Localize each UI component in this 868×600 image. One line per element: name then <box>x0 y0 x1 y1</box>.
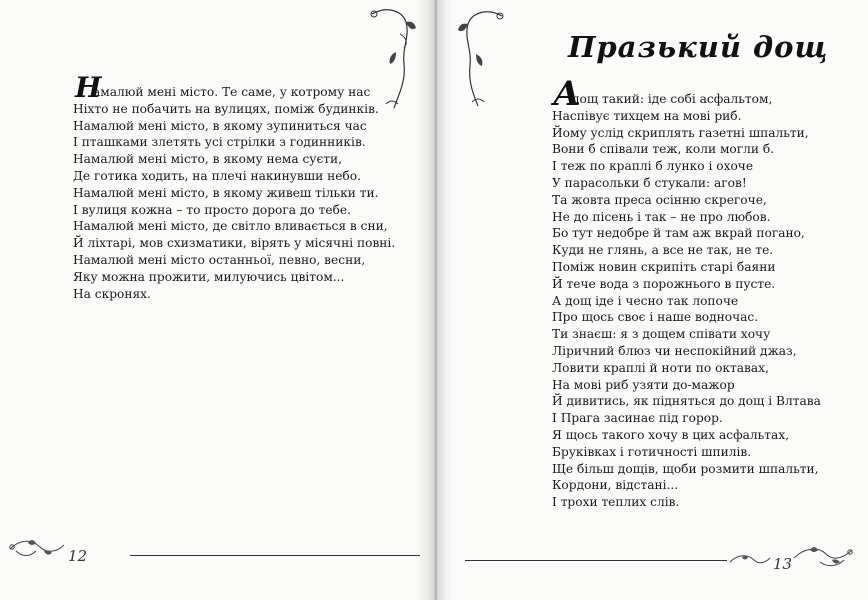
poem-line: Й тече вода з порожнього в пусте. <box>552 276 776 291</box>
poem-line: У парасольки б стукали: агов! <box>552 175 747 190</box>
poem-line: Про щось своє і наше водночас. <box>552 310 759 325</box>
poem-line: амалюй мені місто. Те саме, у котрому нас <box>93 85 371 99</box>
poem-line: Куди не глянь, а все не так, не те. <box>552 243 774 258</box>
poem-line: Бруківках і готичності шпилів. <box>552 444 752 459</box>
gutter-flourish-left-icon <box>366 4 420 116</box>
poem-line: Намалюй мені місто, де світло вливається в сни, <box>73 219 388 234</box>
poem-line: Ще більш дощів, щоби розмити шпальти, <box>552 461 819 476</box>
poem-line: Наспівує тихцем на мові риб. <box>552 108 742 123</box>
left-drop-cap: Н <box>75 71 102 104</box>
poem-line: І пташками злетять усі стрілки з годинників. <box>73 135 366 150</box>
right-footer-small-ornament-icon <box>728 550 772 572</box>
left-footer-rule <box>130 555 420 556</box>
poem-line: дощ такий: іде собі асфальтом, <box>572 92 773 106</box>
poem-line: Поміж новин скрипіть старі баяни <box>552 259 776 274</box>
poem-line: Й ліхтарі, мов схизматики, вірять у місячні повні. <box>73 236 396 251</box>
poem-line: Я щось такого хочу в цих асфальтах, <box>552 427 790 442</box>
right-footer-ornament-icon <box>790 540 856 570</box>
poem-line: Де готика ходить, на плечі накинувши небо. <box>73 168 361 183</box>
book-gutter <box>418 0 452 600</box>
poem-line: А дощ іде і чесно так лопоче <box>552 293 739 308</box>
poem-line: Не до пісень і так – не про любов. <box>552 209 771 224</box>
poem-line: Намалюй мені місто, в якому зупиниться час <box>73 118 367 133</box>
poem-line: Ти знаєш: я з дощем співати хочу <box>552 327 771 342</box>
poem-title: Празький дощ <box>568 30 829 64</box>
poem-line: І вулиця кожна – то просто дорога до тебе. <box>73 202 351 217</box>
poem-line: Намалюй мені місто, в якому нема суєти, <box>73 152 343 167</box>
right-footer-rule <box>465 560 727 561</box>
gutter-flourish-right-icon <box>454 6 508 116</box>
right-drop-cap: А <box>553 74 581 114</box>
right-page-number: 13 <box>773 555 793 573</box>
poem-line: Яку можна прожити, милуючись цвітом... <box>73 269 345 284</box>
poem-line: Йому услід скриплять газетні шпальти, <box>552 125 809 140</box>
left-footer-ornament-icon <box>6 535 68 563</box>
poem-line: Кордони, відстані... <box>552 478 679 493</box>
poem-line: Намалюй мені місто, в якому живеш тільки ти. <box>73 185 379 200</box>
poem-line: Вони б співали теж, коли могли б. <box>552 142 775 157</box>
poem-line: Бо тут недобре й там аж вкрай погано, <box>552 226 805 241</box>
left-poem <box>73 84 395 302</box>
poem-line: Ліричний блюз чи неспокійний джаз, <box>552 343 797 358</box>
poem-line: І теж по краплі б лунко і охоче <box>552 159 754 174</box>
poem-line: Намалюй мені місто останньої, певно, весни, <box>73 252 366 267</box>
poem-line: Ніхто не побачить на вулицях, поміж будинків. <box>73 101 379 116</box>
poem-line: І Прага засинає під горор. <box>552 411 723 426</box>
poem-line: Та жовта преса осінню скрегоче, <box>552 192 767 207</box>
left-page-number: 12 <box>68 547 88 565</box>
poem-line: На мові риб узяти до-мажор <box>552 377 735 392</box>
poem-line: На скронях. <box>73 286 151 301</box>
poem-line: Ловити краплі й ноти по октавах, <box>552 360 769 375</box>
poem-line: І трохи теплих слів. <box>552 495 680 510</box>
poem-line: Й дивитись, як підняться до дощ і Влтава <box>552 394 821 409</box>
right-poem <box>552 91 821 511</box>
